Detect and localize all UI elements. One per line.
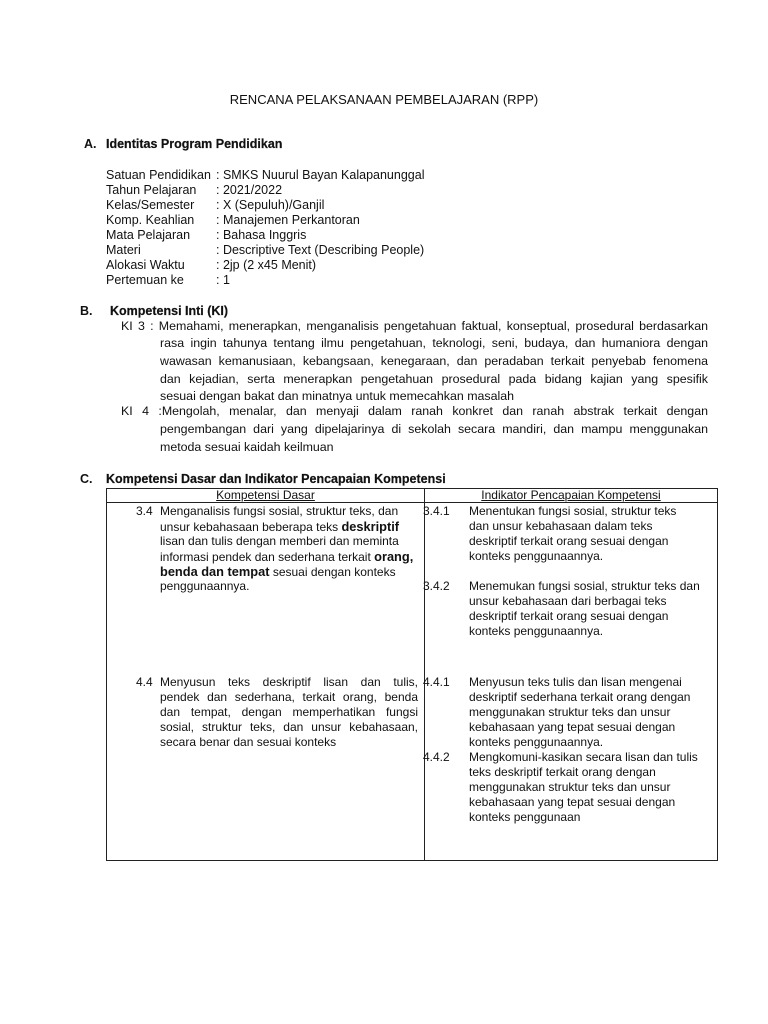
identity-row: [106, 242, 424, 258]
indicator-line: konteks penggunaannya.: [469, 549, 604, 563]
indicator-line: deskriptif terkait orang sesuai dengan: [469, 609, 669, 623]
identity-label: Kelas/Semester: [106, 198, 195, 212]
identity-label: Materi: [106, 243, 141, 257]
indicator-line: kebahasaan yang tepat sesuai dengan: [469, 720, 676, 734]
section-a-letter: A.: [84, 137, 97, 151]
identity-value: : Descriptive Text (Describing People): [216, 243, 425, 257]
identity-value: : Manajemen Perkantoran: [216, 213, 360, 227]
indicator-number: 4.4.2: [423, 750, 450, 764]
identity-row: [106, 227, 306, 243]
identity-label: Komp. Keahlian: [106, 213, 195, 227]
ki3-line: dan kejadian, serta menerapkan pengetahuan prosedural pada bidang kajian yang spesifik: [160, 372, 708, 386]
ki3-line: sesuai dengan bakat dan minatnya untuk memecahkan masalah: [160, 389, 515, 403]
kd-text: informasi pendek dan sederhana terkait: [160, 550, 375, 564]
indicator-line: dan unsur kebahasaan dalam teks: [469, 519, 653, 533]
indicator-line: deskriptif terkait orang sesuai dengan: [469, 534, 669, 548]
ki4-line: KI 4 :Mengolah, menalar, dan menyaji dalam ranah konkret dan ranah abstrak terkait dengan: [121, 404, 708, 418]
identity-label: Tahun Pelajaran: [106, 183, 197, 197]
kd-line: [160, 549, 413, 565]
section-b-heading: Kompetensi Inti (KI): [110, 304, 229, 318]
ki4-line: metoda sesuai kaidah keilmuan: [160, 440, 334, 454]
identity-row: [106, 197, 324, 213]
identity-value: : 2021/2022: [216, 183, 283, 197]
indicator-line: Menentukan fungsi sosial, struktur teks: [469, 504, 677, 518]
identity-row: [106, 257, 316, 273]
ki4-line: pengembangan dari yang dipelajarinya di sekolah secara mandiri, dan mampu menggunakan: [160, 422, 708, 436]
kd-line: penggunaannya.: [160, 579, 250, 593]
indicator-line: teks deskriptif terkait orang dengan: [469, 765, 656, 779]
document-title: RENCANA PELAKSANAAN PEMBELAJARAN (RPP): [229, 92, 539, 107]
kd-bold-text: benda dan tempat: [160, 564, 270, 579]
kd-line: [160, 519, 399, 535]
section-a-heading: Identitas Program Pendidikan: [106, 137, 283, 151]
indicator-line: konteks penggunaannya.: [469, 624, 604, 638]
identity-row: [106, 167, 424, 183]
indicator-line: deskriptif sederhana terkait orang dengan: [469, 690, 691, 704]
section-c-heading: Kompetensi Dasar dan Indikator Pencapaian Kompetensi: [106, 472, 446, 486]
ki3-line: wawasan kemanusiaan, kebangsaan, kenegaraan, dan peradaban terkait penyebab fenomena: [160, 354, 708, 368]
kd-number: 4.4: [136, 675, 153, 689]
kd-number: 3.4: [136, 504, 153, 518]
indicator-number: 4.4.1: [423, 675, 450, 689]
indicator-line: menggunakan struktur teks dan unsur: [469, 780, 671, 794]
column-header-ipk: Indikator Pencapaian Kompetensi: [425, 489, 718, 503]
identity-label: Satuan Pendidikan: [106, 168, 211, 182]
identity-row: [106, 182, 282, 198]
indicator-line: menggunakan struktur teks dan unsur: [469, 705, 671, 719]
kd-line: sosial, struktur teks, dan unsur kebahasaan,: [160, 720, 418, 734]
ki3-line: rasa ingin tahunya tentang ilmu pengetahuan, teknologi, seni, budaya, dan humaniora dengan: [160, 336, 708, 350]
kd-line: secara benar dan sesuai konteks: [160, 735, 337, 749]
ipk-cell: [425, 503, 718, 861]
section-b-letter: B.: [80, 304, 93, 318]
identity-value: : 1: [216, 273, 230, 287]
kd-text: unsur kebahasaan beberapa teks: [160, 520, 342, 534]
indicator-line: konteks penggunaannya.: [469, 735, 604, 749]
kd-line: Menganalisis fungsi sosial, struktur teks, dan: [160, 504, 399, 518]
identity-label: Alokasi Waktu: [106, 258, 185, 272]
indicator-line: Menyusun teks tulis dan lisan mengenai: [469, 675, 682, 689]
kd-line: Menyusun teks deskriptif lisan dan tulis,: [160, 675, 418, 689]
kd-line: dan tempat, dengan memperhatikan fungsi: [160, 705, 418, 719]
identity-label: Mata Pelajaran: [106, 228, 191, 242]
column-header-kd: Kompetensi Dasar: [107, 489, 425, 503]
kd-line: pendek dan sederhana, terkait orang, benda: [160, 690, 418, 704]
identity-label: Pertemuan ke: [106, 273, 184, 287]
indicator-line: kebahasaan yang tepat sesuai dengan: [469, 795, 676, 809]
indicator-line: konteks penggunaan: [469, 810, 581, 824]
indicator-line: unsur kebahasaan dari berbagai teks: [469, 594, 667, 608]
kd-cell: [107, 503, 425, 861]
indicator-number: 3.4.2: [423, 579, 450, 593]
identity-value: : X (Sepuluh)/Ganjil: [216, 198, 325, 212]
identity-row: [106, 212, 360, 228]
kd-bold-text: deskriptif: [341, 519, 400, 534]
kd-line: lisan dan tulis dengan memberi dan meminta: [160, 534, 399, 548]
kd-bold-text: orang,: [374, 549, 414, 564]
identity-value: : SMKS Nuurul Bayan Kalapanunggal: [216, 168, 425, 182]
section-c-letter: C.: [80, 472, 93, 486]
kd-line: [160, 564, 396, 580]
kd-text: sesuai dengan konteks: [269, 565, 396, 579]
identity-row: [106, 272, 230, 288]
indicator-number: 3.4.1: [423, 504, 450, 518]
indicator-line: Mengkomuni-kasikan secara lisan dan tulis: [469, 750, 698, 764]
identity-value: : 2jp (2 x45 Menit): [216, 258, 317, 272]
competency-table: [106, 488, 718, 861]
indicator-line: Menemukan fungsi sosial, struktur teks dan: [469, 579, 700, 593]
identity-value: : Bahasa Inggris: [216, 228, 307, 242]
ki3-line: KI 3 : Memahami, menerapkan, menganalisis pengetahuan faktual, konseptual, prosedural berdasarkan: [121, 319, 708, 333]
